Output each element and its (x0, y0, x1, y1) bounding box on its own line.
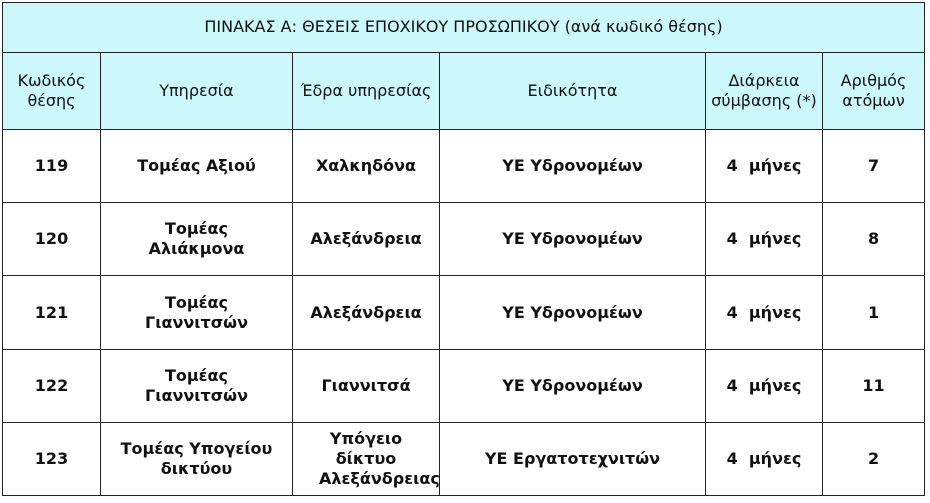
table-row (3, 349, 925, 422)
cell-service: Τομέας Αλιάκμονα (101, 203, 293, 276)
cell-duration: 4 μήνες (706, 422, 823, 495)
cell-count: 2 (823, 422, 925, 495)
cell-seat: Υπόγειο δίκτυο Αλεξάνδρειας (293, 422, 440, 495)
table-row (3, 422, 925, 495)
cell-count: 8 (823, 203, 925, 276)
table-row (3, 130, 925, 203)
cell-code: 121 (3, 276, 101, 349)
cell-code: 120 (3, 203, 101, 276)
header-code: Κωδικός θέσης (3, 52, 101, 129)
cell-specialty: ΥΕ Υδρονομέων (440, 130, 706, 203)
cell-specialty: ΥΕ Εργατοτεχνιτών (440, 422, 706, 495)
header-duration: Διάρκεια σύμβασης (*) (706, 52, 823, 129)
cell-service: Τομέας Αξιού (101, 130, 293, 203)
header-service: Υπηρεσία (101, 52, 293, 129)
cell-code: 123 (3, 422, 101, 495)
table-row (3, 276, 925, 349)
cell-count: 7 (823, 130, 925, 203)
header-specialty: Ειδικότητα (440, 52, 706, 129)
cell-specialty: ΥΕ Υδρονομέων (440, 276, 706, 349)
cell-duration: 4 μήνες (706, 276, 823, 349)
cell-seat: Χαλκηδόνα (293, 130, 440, 203)
cell-code: 119 (3, 130, 101, 203)
cell-count: 11 (823, 349, 925, 422)
cell-service: Τομέας Υπογείου δικτύου (101, 422, 293, 495)
cell-specialty: ΥΕ Υδρονομέων (440, 203, 706, 276)
header-count: Αριθμός ατόμων (823, 52, 925, 129)
cell-seat: Αλεξάνδρεια (293, 203, 440, 276)
cell-duration: 4 μήνες (706, 349, 823, 422)
positions-table (2, 2, 925, 496)
cell-seat: Γιαννιτσά (293, 349, 440, 422)
cell-duration: 4 μήνες (706, 203, 823, 276)
table-title: ΠΙΝΑΚΑΣ Α: ΘΕΣΕΙΣ ΕΠΟΧΙΚΟΥ ΠΡΟΣΩΠΙΚΟΥ (ανά κωδικό θέσης) (3, 3, 925, 53)
header-seat: Έδρα υπηρεσίας (293, 52, 440, 129)
cell-service: Τομέας Γιαννιτσών (101, 349, 293, 422)
cell-seat: Αλεξάνδρεια (293, 276, 440, 349)
cell-duration: 4 μήνες (706, 130, 823, 203)
cell-service: Τομέας Γιαννιτσών (101, 276, 293, 349)
cell-count: 1 (823, 276, 925, 349)
cell-code: 122 (3, 349, 101, 422)
cell-specialty: ΥΕ Υδρονομέων (440, 349, 706, 422)
header-row (3, 52, 925, 129)
table-row (3, 203, 925, 276)
